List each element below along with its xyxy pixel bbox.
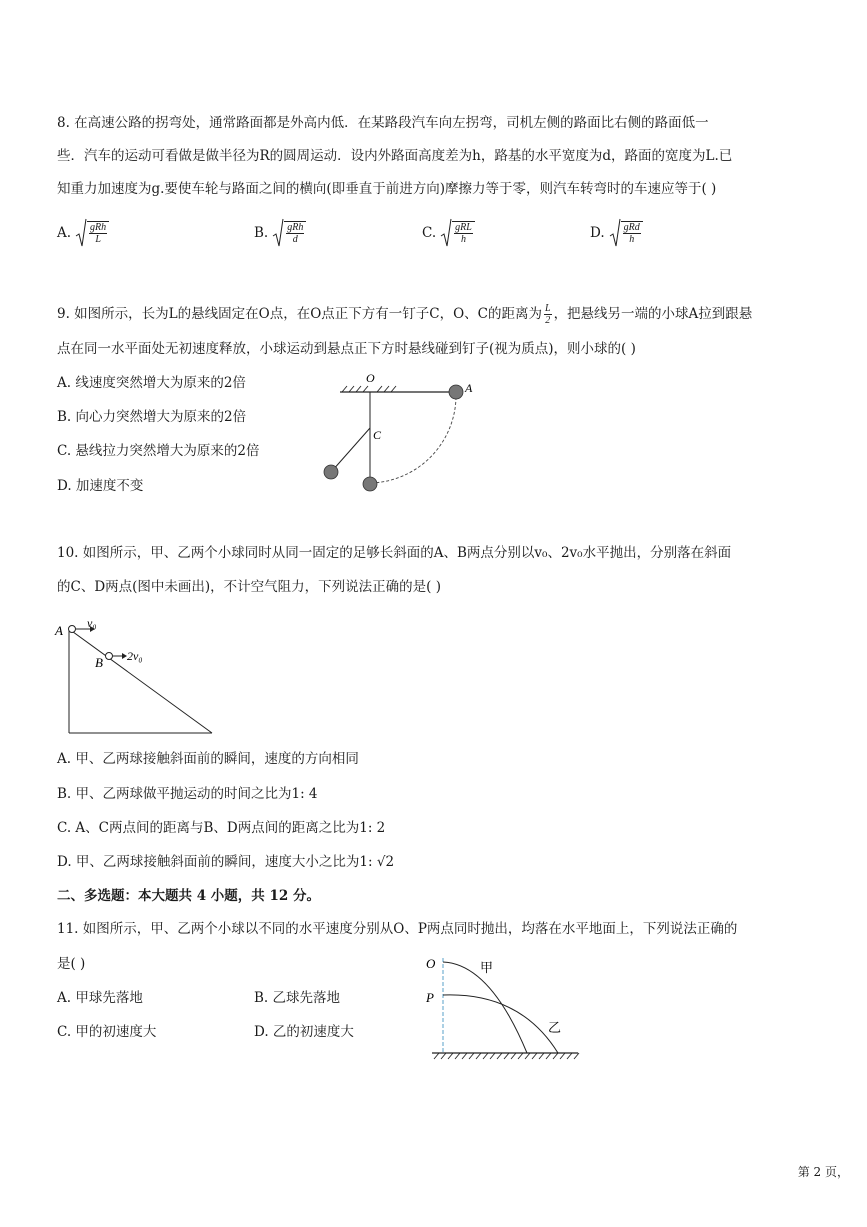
sqrt-expression — [440, 218, 475, 248]
sqrt-expression — [75, 218, 109, 248]
sqrt-expression — [609, 218, 643, 248]
q9-line-2: 点在同一水平面处无初速度释放，小球运动到悬点正下方时悬线碰到钉子(视为质点)，则小球的( ) — [57, 341, 636, 357]
section-heading: 二、多选题：本大题共 4 小题，共 12 分。 — [57, 888, 320, 904]
label-o: O — [426, 956, 436, 971]
q9-option-d[interactable]: D. 加速度不变 — [57, 478, 144, 494]
q11-line-1: 11. 如图所示，甲、乙两个小球以不同的水平速度分别从O、P两点同时抛出，均落在水平地面上，下列说法正确的 — [57, 921, 738, 937]
q11-line-2: 是( ) — [57, 956, 86, 972]
q10-option-b[interactable]: B. 甲、乙两球做平抛运动的时间之比为1: 4 — [57, 786, 318, 802]
q9-option-a[interactable]: A. 线速度突然增大为原来的2倍 — [57, 375, 246, 391]
q11-option-a[interactable]: A. 甲球先落地 — [57, 990, 143, 1006]
sqrt-sign-icon — [609, 218, 621, 248]
denominator: h — [460, 234, 466, 245]
q10-option-a[interactable]: A. 甲、乙两球接触斜面前的瞬间，速度的方向相同 — [57, 751, 359, 767]
label-c: C — [373, 428, 382, 442]
denominator: L — [95, 234, 101, 245]
page-number: 第 2 页， — [797, 1165, 849, 1179]
ground-hatch — [434, 1053, 579, 1059]
q9-line-1 — [57, 303, 752, 326]
q8-line-3: 知重力加速度为g.要使车轮与路面之间的横向(即垂直于前进方向)摩擦力等于零，则汽车转弯时的车速应等于( ) — [57, 181, 717, 197]
q9-left-ball — [322, 463, 340, 481]
q9-option-b[interactable]: B. 向心力突然增大为原来的2倍 — [57, 409, 247, 425]
ball-a — [449, 385, 463, 399]
q8-line-2: 些．汽车的运动可看做是做半径为R的圆周运动．设内外路面高度差为h，路基的水平宽度为d，路面的宽度为L.已 — [57, 148, 733, 164]
numerator: gRh — [90, 222, 107, 233]
trajectory-yi — [443, 995, 558, 1053]
numerator: L — [545, 303, 551, 314]
q11-option-b[interactable]: B. 乙球先落地 — [254, 990, 341, 1006]
ceiling-hatch — [342, 386, 396, 392]
incline-slope — [69, 629, 212, 733]
q9-pendulum-figure — [330, 368, 480, 498]
denominator: h — [629, 234, 635, 245]
q11-option-d[interactable]: D. 乙的初速度大 — [254, 1024, 354, 1040]
q8-option-d[interactable] — [590, 218, 643, 248]
q10-option-d[interactable]: D. 甲、乙两球接触斜面前的瞬间，速度大小之比为1: √2 — [57, 854, 395, 870]
numerator: gRL — [455, 222, 472, 233]
q8-line-1: 8. 在高速公路的拐弯处，通常路面都是外高内低．在某路段汽车向左拐弯，司机左侧的路面比右侧的路面低一 — [57, 115, 709, 131]
label-a: A — [55, 623, 63, 638]
q10-incline-figure — [50, 615, 220, 740]
q10-line-2: 的C、D两点(图中未画出)，不计空气阻力，下列说法正确的是( ) — [57, 579, 442, 595]
q8-option-b[interactable] — [254, 218, 306, 248]
label-a: A — [465, 381, 473, 395]
q9-line-1-end: ，把悬线另一端的小球A拉到跟悬 — [553, 305, 753, 322]
option-label: D. — [590, 225, 605, 241]
ball-bottom — [363, 477, 377, 491]
q8-option-c[interactable] — [422, 218, 475, 248]
option-label: C. — [422, 225, 437, 241]
option-label: B. — [254, 225, 269, 241]
q8-option-a[interactable] — [57, 218, 109, 248]
q10-line-1: 10. 如图所示，甲、乙两个小球同时从同一固定的足够长斜面的A、B两点分别以v₀、2v₀水平抛出，分别落在斜面 — [57, 545, 732, 561]
q11-option-c[interactable]: C. 甲的初速度大 — [57, 1024, 157, 1040]
q11-projectile-figure — [420, 950, 585, 1065]
denominator: d — [292, 234, 298, 245]
ball-b-marker — [106, 653, 113, 660]
label-yi: 乙 — [548, 1021, 562, 1036]
label-2v0: 2v₀ — [127, 649, 143, 663]
denominator: 2 — [545, 315, 551, 326]
sqrt-sign-icon — [440, 218, 452, 248]
sqrt-sign-icon — [272, 218, 284, 248]
q9-option-c[interactable]: C. 悬线拉力突然增大为原来的2倍 — [57, 443, 260, 459]
swing-arc — [372, 392, 456, 483]
label-p: P — [426, 990, 434, 1005]
q10-option-c[interactable]: C. A、C两点间的距离与B、D两点间的距离之比为1: 2 — [57, 820, 386, 836]
numerator: gRh — [287, 222, 304, 233]
sqrt-sign-icon — [75, 218, 87, 248]
sqrt-expression — [272, 218, 306, 248]
option-label: A. — [57, 225, 72, 241]
label-v0: v₀ — [87, 616, 97, 630]
q9-line-1-start: 9. 如图所示，长为L的悬线固定在O点，在O点正下方有一钉子C，O、C的距离为 — [57, 305, 542, 322]
numerator: gRd — [623, 222, 640, 233]
label-jia: 甲 — [480, 961, 494, 976]
q9-fraction — [542, 303, 554, 326]
label-b: B — [95, 655, 103, 670]
ball-a-marker — [69, 626, 76, 633]
label-o: O — [366, 371, 375, 385]
